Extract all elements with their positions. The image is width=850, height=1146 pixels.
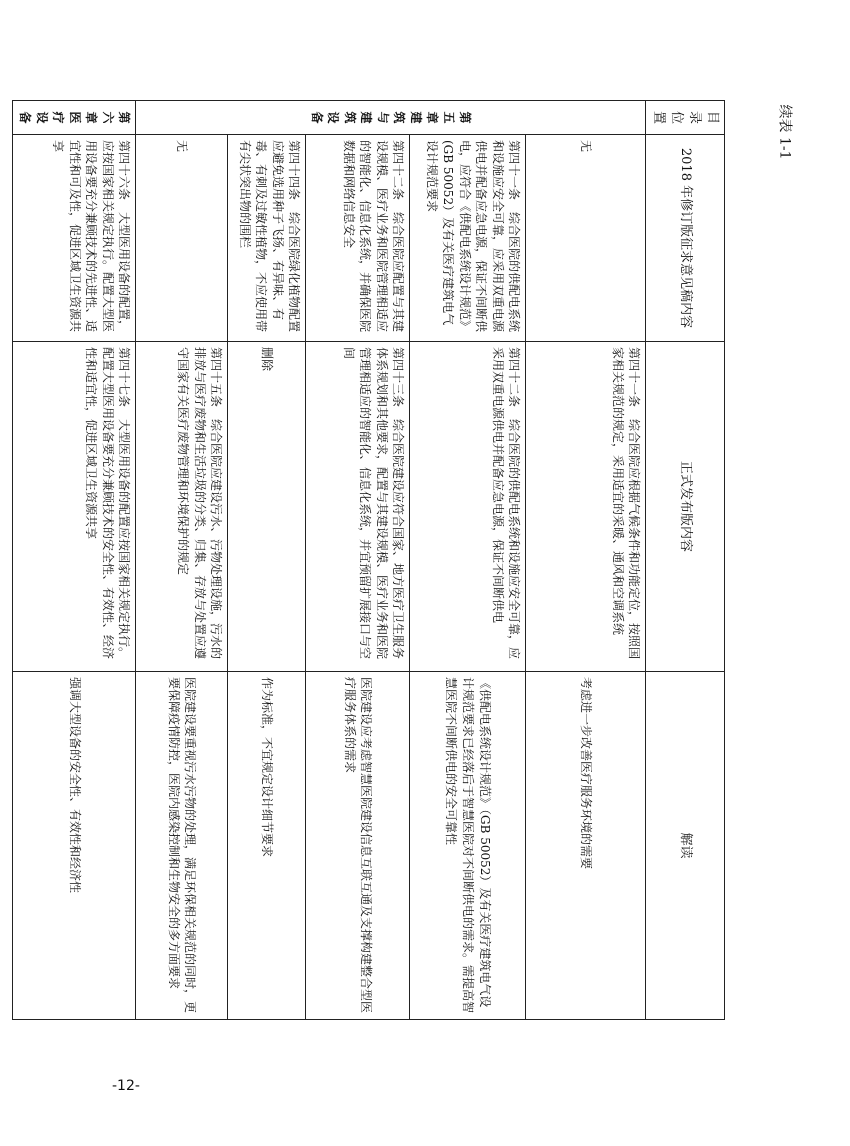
interpretation-cell: 强调大型设备的安全性、有效性和经济性 [13, 672, 136, 1020]
official-cell: 第四十一条 综合医院应根据气候条件和功能定位，按照国家相关规范的规定，采用适宜的采暖、通风和空调系统 [526, 342, 646, 672]
table-row [13, 101, 136, 1020]
chapter-cell: 第五章 建筑与建筑设备 [136, 101, 646, 135]
header-official: 正式发布版内容 [646, 342, 725, 672]
official-cell: 第四十三条 综合医院建设应符合国家、地方医疗卫生服务体系规划和其他要求，配置与其建设规模、医疗业务和医院管理相适应的智能化、信息化系统，并宜预留扩展接口与空间 [306, 342, 410, 672]
rotated-table [17, 100, 725, 1019]
comparison-table [12, 100, 725, 1020]
header-interpretation: 解读 [646, 672, 725, 1020]
interpretation-cell: 考虑进一步改善医疗服务环境的需要 [526, 672, 646, 1020]
draft-cell: 无 [526, 135, 646, 342]
chapter-cell: 第六章 医疗设备 [13, 101, 136, 135]
continued-label-text: 续表 1-1 [776, 104, 792, 160]
interpretation-cell: 医院建设要重视污水污物的处理，满足环保相关规范的同时，更要保障疫情防控，医院内感染控制和生物安全的多方面要求 [136, 672, 228, 1020]
draft-cell: 第四十四条 综合医院绿化植物配置应避免选用种子飞扬、有异味、有毒、有刺及过敏性植物，不应使用带有尖状突出物的围栏 [228, 135, 306, 342]
draft-cell: 第四十六条 大型医用设备的配置，应按国家相关规定执行。配置大型医用设备要充分兼顾技术的先进性、适宜性和可及性，促进区域卫生资源共享 [13, 135, 136, 342]
official-cell: 删除 [228, 342, 306, 672]
official-cell: 第四十五条 综合医院应建设污水、污物处理设施，污水的排放与医疗废物和生活垃圾的分类、归集、存放与处置应遵守国家有关医疗废物管理和环境保护的规定 [136, 342, 228, 672]
interpretation-cell: 医院建设应考虑智慧医院建设信息互联互通及支撑构建整合型医疗服务体系的需求 [306, 672, 410, 1020]
page-number: -12- [112, 1078, 140, 1094]
header-draft: 2018 年修订版征求意见稿内容 [646, 135, 725, 342]
interpretation-cell: 作为标准，不宜规定设计细节要求 [228, 672, 306, 1020]
table-row [410, 101, 526, 1020]
table-row [136, 101, 228, 1020]
table-row [228, 101, 306, 1020]
table-row [306, 101, 410, 1020]
table-header-row [646, 101, 725, 1020]
draft-cell: 第四十二条 综合医院应配置与其建设规模、医疗业务和医院管理相适应的智能化、信息化系统，并确保医院数据和网络信息安全 [306, 135, 410, 342]
continued-table-label [765, 92, 805, 172]
official-cell: 第四十二条 综合医院的供配电系统和设施应安全可靠，应采用双重电源供电并配备应急电源，保证不间断供电 [410, 342, 526, 672]
interpretation-cell: 《供配电系统设计规范》（GB 50052）及有关医疗建筑电气设计规范要求已经落后于智慧医院对不间断供电的需求。需提高智慧医院不间断供电的安全可靠性 [410, 672, 526, 1020]
draft-cell: 无 [136, 135, 228, 342]
table-container [17, 100, 725, 1019]
header-location: 目录位置 [646, 101, 725, 135]
draft-cell: 第四十一条 综合医院的供配电系统和设施应安全可靠，应采用双重电源供电并配备应急电源，保证不间断供电，应符合《供配电系统设计规范》(GB 50052）及有关医疗建筑电气设计规范要求 [410, 135, 526, 342]
official-cell: 第四十七条 大型医用设备的配置应按国家相关规定执行。配置大型医用设备要充分兼顾技术的安全性、有效性、经济性和适宜性，促进区域卫生资源共享 [13, 342, 136, 672]
table-row [526, 101, 646, 1020]
